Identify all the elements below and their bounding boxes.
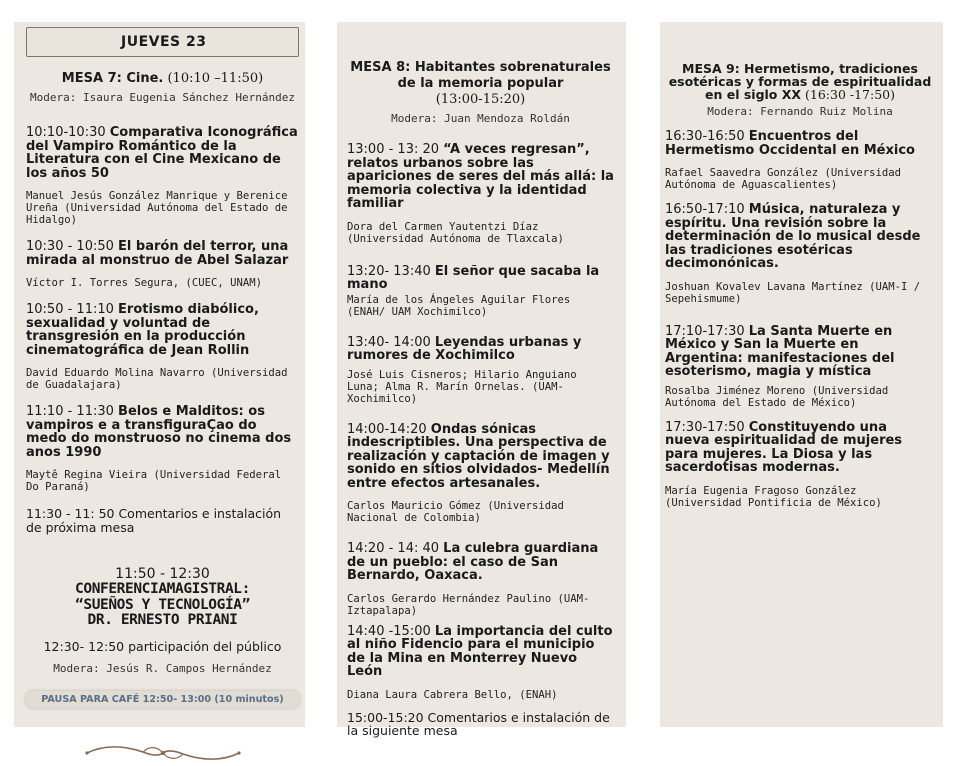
talk-author: Rafael Saavedra González (Universidad Autónoma de Aguascalientes) [665, 167, 901, 191]
mesa-8-label: MESA 8: Habitantes sobrenaturales de la memoria popular [350, 60, 611, 91]
mesa-9-label: MESA 9: Hermetismo, tradiciones esotéricas y formas de espiritualidad en el siglo XX [668, 61, 932, 102]
talk-author: Rosalba Jiménez Moreno (Universidad Autónoma del Estado de México) [665, 384, 889, 409]
talk-time: 17:30-17:50 [665, 419, 745, 435]
talk-item [665, 203, 935, 305]
talk-time: 17:10-17:30 [665, 323, 745, 339]
talk-item [347, 336, 614, 405]
mesa-8-moderator: Modera: Juan Mendoza Roldán [391, 112, 570, 125]
closing-remarks: 11:30 - 11: 50 Comentarios e instalación de próxima mesa [26, 506, 282, 535]
day-header: JUEVES 23 [26, 27, 299, 57]
talk-title: Encuentros del Hermetismo Occidental en México [665, 129, 915, 158]
mesa-7-moderator: Modera: Isaura Eugenia Sánchez Hernández [30, 91, 295, 104]
talk-title: Leyendas urbanas y rumores de Xochimilco [347, 334, 582, 363]
keynote-speaker: DR. ERNESTO PRIANI [87, 612, 238, 628]
talk-author: Víctor I. Torres Segura, (CUEC, UNAM) [26, 277, 262, 289]
keynote-time: 11:50 - 12:30 [115, 566, 210, 582]
mesa-9-title [665, 62, 935, 101]
talk-item [665, 325, 935, 409]
keynote-title: “SUEÑOS Y TECNOLOGÍA” [75, 596, 250, 613]
talk-title: La importancia del culto al niño Fidencio para el municipio de la Mina en Monterrey Nuevo León [347, 623, 613, 679]
keynote-heading: CONFERENCIAMAGISTRAL: [75, 581, 250, 597]
talk-time: 14:00-14:20 [347, 421, 427, 437]
talk-title: Belos e Malditos: os vampiros e a transfiguraÇao do medo do monstruoso no cinema dos anos 1990 [26, 404, 292, 460]
talk-time: 14:40 -15:00 [347, 623, 431, 639]
talk-time: 10:10-10:30 [26, 125, 106, 140]
mesa-8-title [347, 60, 614, 108]
mesa-9-time: (16:30 -17:50) [805, 87, 895, 102]
talk-item [26, 126, 299, 226]
talk-title: La Santa Muerte en México y San la Muerte en Argentina: manifestaciones del esoterismo, magia y mística [665, 323, 895, 379]
talk-item [26, 303, 299, 391]
keynote-moderator: Modera: Jesús R. Campos Hernández [53, 661, 272, 675]
talk-author: Carlos Mauricio Gómez (Universidad Nacional de Colombia) [347, 500, 564, 524]
talk-item [26, 240, 299, 289]
program-panel-right [660, 22, 943, 727]
talk-title: Comparativa Iconográfica del Vampiro Romántico de la Literatura con el Cine Mexicano de los años 50 [26, 125, 298, 181]
talk-time: 10:30 - 10:50 [26, 239, 114, 254]
talk-time: 13:40- 14:00 [347, 334, 431, 350]
coffee-break-badge: PAUSA PARA CAFÉ 12:50- 13:00 (10 minutos) [26, 691, 299, 708]
talk-author: Diana Laura Cabrera Bello, (ENAH) [347, 688, 558, 701]
talk-author: Manuel Jesús González Manrique y Berenice Ureña (Universidad Autónoma del Estado de Hidalgo) [26, 190, 288, 226]
mesa-9-moderator: Modera: Fernando Ruiz Molina [707, 105, 893, 118]
talk-time: 14:20 - 14: 40 [347, 541, 440, 556]
talk-title: La culebra guardiana de un pueblo: el caso de San Bernardo, Oaxaca. [347, 541, 599, 583]
audience-participation: 12:30- 12:50 participación del público [43, 638, 282, 654]
talk-title: “A veces regresan”, relatos urbanos sobre las apariciones de seres del más allá: la memoria colectiva y la identidad familiar [347, 142, 614, 211]
mesa-7-label: MESA 7: Cine. [61, 71, 164, 86]
keynote-block [26, 566, 299, 675]
talk-author: María Eugenia Fragoso González (Universidad Pontificia de México) [665, 484, 882, 509]
flourish-ornament-icon [26, 744, 299, 766]
talk-title: Ondas sónicas indescriptibles. Una perspectiva de realización y captación de imagen y sonido en sitios olvidados- Medellín entre efectos artesanales. [347, 421, 610, 491]
mesa-8-time: (13:00-15:20) [435, 92, 526, 107]
closing-remarks: 15:00-15:20 Comentarios e instalación de la siguiente mesa [347, 709, 610, 738]
mesa-7-title [26, 71, 299, 87]
talk-item [347, 625, 614, 701]
talk-title: El señor que sacaba la mano [347, 263, 600, 292]
talk-time: 10:50 - 11:10 [26, 302, 114, 317]
talk-time: 13:20- 13:40 [347, 263, 431, 279]
talk-title: Constituyendo una nueva espiritualidad de mujeres para mujeres. La Diosa y las sacerdotisas modernas. [665, 419, 903, 475]
talk-time: 16:50-17:10 [665, 202, 745, 217]
talk-author: Maytê Regina Vieira (Universidad Federal Do Paraná) [26, 469, 282, 493]
talk-time: 11:10 - 11:30 [26, 404, 114, 419]
talk-time: 13:00 - 13: 20 [347, 142, 440, 157]
talk-item [347, 423, 614, 525]
talk-item [347, 143, 614, 245]
mesa-7-time: (10:10 –11:50) [167, 71, 264, 86]
talk-author: Carlos Gerardo Hernández Paulino (UAM-Iztapalapa) [347, 592, 590, 617]
talk-author: José Luis Cisneros; Hilario Anguiano Luna; Alma R. Marín Ornelas. (UAM-Xochimilco) [347, 368, 577, 405]
talk-item [665, 421, 935, 509]
talk-item [26, 405, 299, 493]
talk-author: Dora del Carmen Yautentzi Díaz (Universidad Autónoma de Tlaxcala) [347, 220, 564, 245]
program-panel-left [14, 22, 305, 727]
talk-author: Joshuan Kovalev Lavana Martínez (UAM-I / Sepehismume) [665, 280, 921, 305]
talk-item [665, 130, 935, 191]
talk-title: El barón del terror, una mirada al monstruo de Abel Salazar [26, 239, 289, 268]
talk-item [347, 265, 614, 318]
program-panel-middle [337, 22, 626, 738]
talk-title: Música, naturaleza y espíritu. Una revisión sobre la determinación de lo musical desde las tradiciones esotéricas decimonónicas. [665, 202, 921, 271]
talk-author: David Eduardo Molina Navarro (Universidad de Guadalajara) [26, 367, 288, 391]
talk-author: María de los Ángeles Aguilar Flores (ENAH/ UAM Xochimilco) [347, 293, 571, 318]
talk-time: 16:30-16:50 [665, 129, 745, 144]
talk-item [347, 542, 614, 617]
talk-title: Erotismo diabólico, sexualidad y voluntad de transgresión en la producción cinematográfica de Jean Rollin [26, 302, 259, 358]
